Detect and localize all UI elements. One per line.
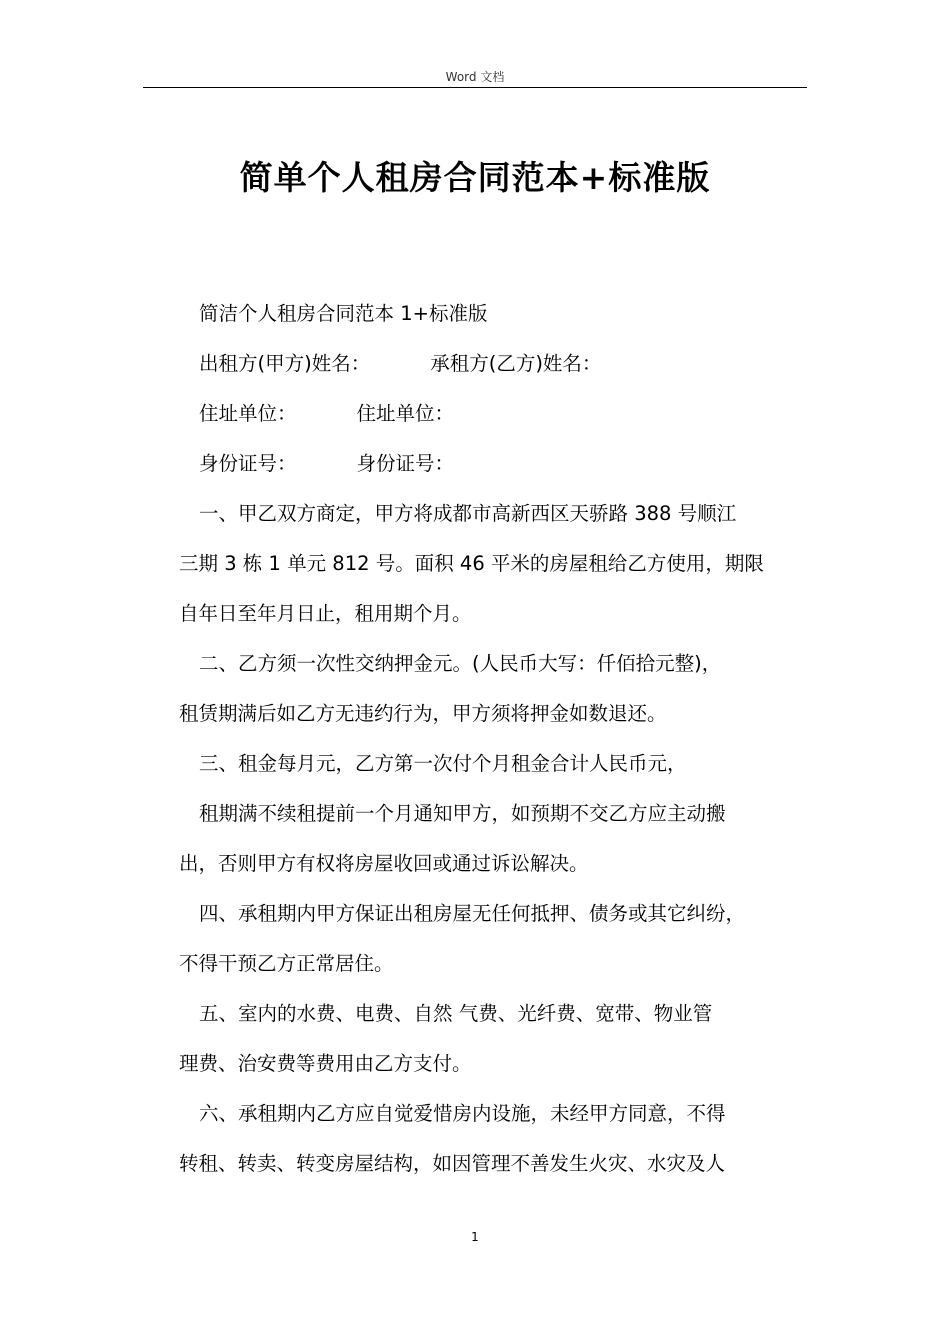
id-number-line [199,450,454,478]
lessee-address-label: 住址单位： [356,402,455,425]
clause-1-line-1: 一、甲乙双方商定，甲方将成都市高新西区天骄路 388 号顺江 [199,502,737,525]
party-names-line [199,350,601,378]
header-rule [143,87,807,88]
clause-1-line-2: 三期 3 栋 1 单元 812 号。面积 46 平米的房屋租给乙方使用，期限 [179,552,764,575]
document-title: 简单个人租房合同范本+标准版 [239,158,711,197]
lessor-address-label: 住址单位： [199,402,297,425]
lessee-id-label: 身份证号： [356,452,455,475]
clause-3-line-3: 出，否则甲方有权将房屋收回或通过诉讼解决。 [179,852,589,875]
clause-4-line-2: 不得干预乙方正常居住。 [179,952,394,975]
header-label: Word 文档 [445,70,505,84]
clause-6-line-2: 转租、转卖、转变房屋结构，如因管理不善发生火灾、水灾及人 [179,1152,726,1175]
clause-5-line-1: 五、室内的水费、电费、自然 气费、光纤费、宽带、物业管 [199,1002,713,1025]
clause-1-line-3: 自年日至年月日止，租用期个月。 [179,602,472,625]
page-number: 1 [471,1230,479,1244]
lessee-name-label: 承租方(乙方)姓名： [430,352,602,375]
subtitle-line: 简洁个人租房合同范本 1+标准版 [199,302,488,325]
address-line [199,400,454,428]
clause-3-line-2: 租期满不续租提前一个月通知甲方，如预期不交乙方应主动搬 [199,802,726,825]
clause-2-line-2: 租赁期满后如乙方无违约行为，甲方须将押金如数退还。 [179,702,667,725]
clause-2-line-1: 二、乙方须一次性交纳押金元。(人民币大写：仟佰拾元整)， [199,652,722,675]
lessor-id-label: 身份证号： [199,452,297,475]
clause-6-line-1: 六、承租期内乙方应自觉爱惜房内设施，未经甲方同意，不得 [199,1102,726,1125]
clause-3-line-1: 三、租金每月元，乙方第一次付个月租金合计人民币元， [199,752,687,775]
clause-4-line-1: 四、承租期内甲方保证出租房屋无任何抵押、债务或其它纠纷， [199,902,746,925]
lessor-name-label: 出租方(甲方)姓名： [199,352,371,375]
clause-5-line-2: 理费、治安费等费用由乙方支付。 [179,1052,472,1075]
